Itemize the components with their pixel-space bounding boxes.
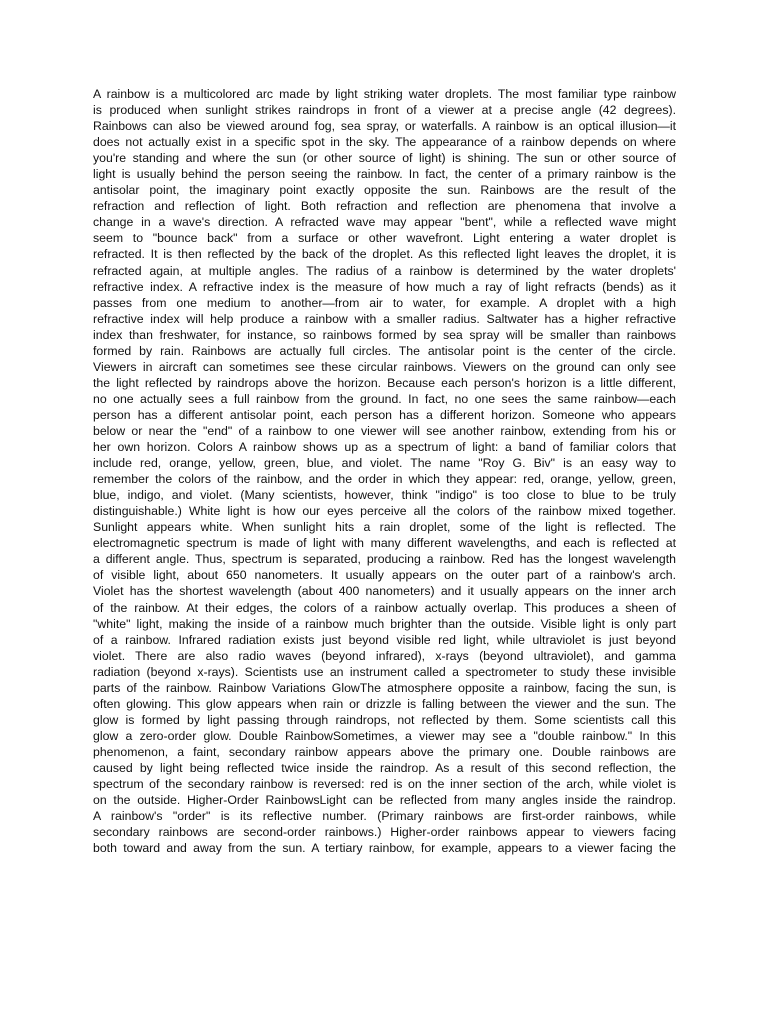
text-line: her own horizon. Colors A rainbow shows up as a spectrum of light: a band of familiar colors that [93,440,676,455]
text-line: spectrum of the secondary rainbow is reversed: red is on the inner section of the arch, while violet is [93,777,676,792]
text-line: A rainbow's "order" is its reflective number. (Primary rainbows are first-order rainbows, while [93,809,676,824]
text-line: blue, indigo, and violet. (Many scientists, however, think "indigo" is too close to blue to be truly [93,488,676,503]
text-line: no one actually sees a full rainbow from the ground. In fact, no one sees the same rainbow—each [93,391,676,406]
body-paragraph [93,86,676,856]
text-line: Viewers in aircraft can sometimes see these circular rainbows. Viewers on the ground can only see [93,359,676,374]
text-line: on the outside. Higher-Order RainbowsLight can be reflected from many angles inside the raindrop. [93,793,676,808]
text-line: light is usually behind the person seeing the rainbow. In fact, the center of a primary rainbow is the [93,167,676,182]
text-line: antisolar point, the imaginary point exactly opposite the sun. Rainbows are the result of the [93,183,676,198]
text-line: the light reflected by raindrops above the horizon. Because each person's horizon is a little different, [93,375,676,390]
text-line: both toward and away from the sun. A tertiary rainbow, for example, appears to a viewer facing the [93,841,676,856]
text-line: often glowing. This glow appears when rain or drizzle is falling between the viewer and the sun. The [93,696,676,711]
text-line: of the rainbow. At their edges, the colors of a rainbow actually overlap. This produces a sheen of [93,600,676,615]
text-line: distinguishable.) White light is how our eyes perceive all the colors of the rainbow mixed together. [93,504,676,519]
text-line: passes from one medium to another—from air to water, for example. A droplet with a high [93,295,676,310]
text-line: Sunlight appears white. When sunlight hits a rain droplet, some of the light is reflected. The [93,520,676,535]
text-line: refraction and reflection of light. Both refraction and reflection are phenomena that involve a [93,199,676,214]
text-line: change in a wave's direction. A refracted wave may appear "bent", while a reflected wave might [93,215,676,230]
text-line: formed by rain. Rainbows are actually full circles. The antisolar point is the center of the circle. [93,343,676,358]
text-line: Violet has the shortest wavelength (about 400 nanometers) and it usually appears on the inner arch [93,584,676,599]
text-line: refracted again, at multiple angles. The radius of a rainbow is determined by the water droplets' [93,263,676,278]
text-line: person has a different antisolar point, each person has a different horizon. Someone who appears [93,407,676,422]
text-line: include red, orange, yellow, green, blue, and violet. The name "Roy G. Biv" is an easy way to [93,456,676,471]
text-line: glow a zero-order glow. Double RainbowSometimes, a viewer may see a "double rainbow." In this [93,728,676,743]
text-line: "white" light, making the inside of a rainbow much brighter than the outside. Visible light is only part [93,616,676,631]
text-line: of visible light, about 650 nanometers. It usually appears on the outer part of a rainbow's arch. [93,568,676,583]
text-line: is produced when sunlight strikes raindrops in front of a viewer at a precise angle (42 degrees). [93,103,676,118]
text-line: seem to "bounce back" from a surface or other wavefront. Light entering a water droplet is [93,231,676,246]
text-line: of a rainbow. Infrared radiation exists just beyond visible red light, while ultraviolet is just beyond [93,632,676,647]
text-line: a different angle. Thus, spectrum is separated, producing a rainbow. Red has the longest wavelength [93,552,676,567]
text-line: refracted. It is then reflected by the back of the droplet. As this reflected light leaves the droplet, it is [93,247,676,262]
text-line: caused by light being reflected twice inside the raindrop. As a result of this second reflection, the [93,760,676,775]
text-line: glow is formed by light passing through raindrops, not reflected by them. Some scientists call this [93,712,676,727]
text-line: parts of the rainbow. Rainbow Variations GlowThe atmosphere opposite a rainbow, facing the sun, is [93,680,676,695]
text-line: A rainbow is a multicolored arc made by light striking water droplets. The most familiar type rainbow [93,87,676,101]
text-line: phenomenon, a faint, secondary rainbow appears above the primary one. Double rainbows are [93,744,676,759]
text-line: index than freshwater, for instance, so rainbows formed by sea spray will be smaller than rainbows [93,327,676,342]
text-line: electromagnetic spectrum is made of light with many different wavelengths, and each is reflected at [93,536,676,551]
text-line: radiation (beyond x-rays). Scientists use an instrument called a spectrometer to study these invisible [93,664,676,679]
text-line: Rainbows can also be viewed around fog, sea spray, or waterfalls. A rainbow is an optical illusion—it [93,119,676,134]
text-line: secondary rainbows are second-order rainbows.) Higher-order rainbows appear to viewers facing [93,825,676,840]
text-line: refractive index will help produce a rainbow with a smaller radius. Saltwater has a higher refractive [93,311,676,326]
text-line: you're standing and where the sun (or other source of light) is shining. The sun or other source of [93,151,676,166]
text-line: does not actually exist in a specific spot in the sky. The appearance of a rainbow depends on where [93,135,676,150]
text-line: below or near the "end" of a rainbow to one viewer will see another rainbow, extending from his or [93,423,676,438]
text-line: violet. There are also radio waves (beyond infrared), x-rays (beyond ultraviolet), and gamma [93,648,676,663]
text-line: refractive index. A refractive index is the measure of how much a ray of light refracts (bends) as it [93,279,676,294]
text-line: remember the colors of the rainbow, and the order in which they appear: red, orange, yellow, green, [93,472,676,487]
